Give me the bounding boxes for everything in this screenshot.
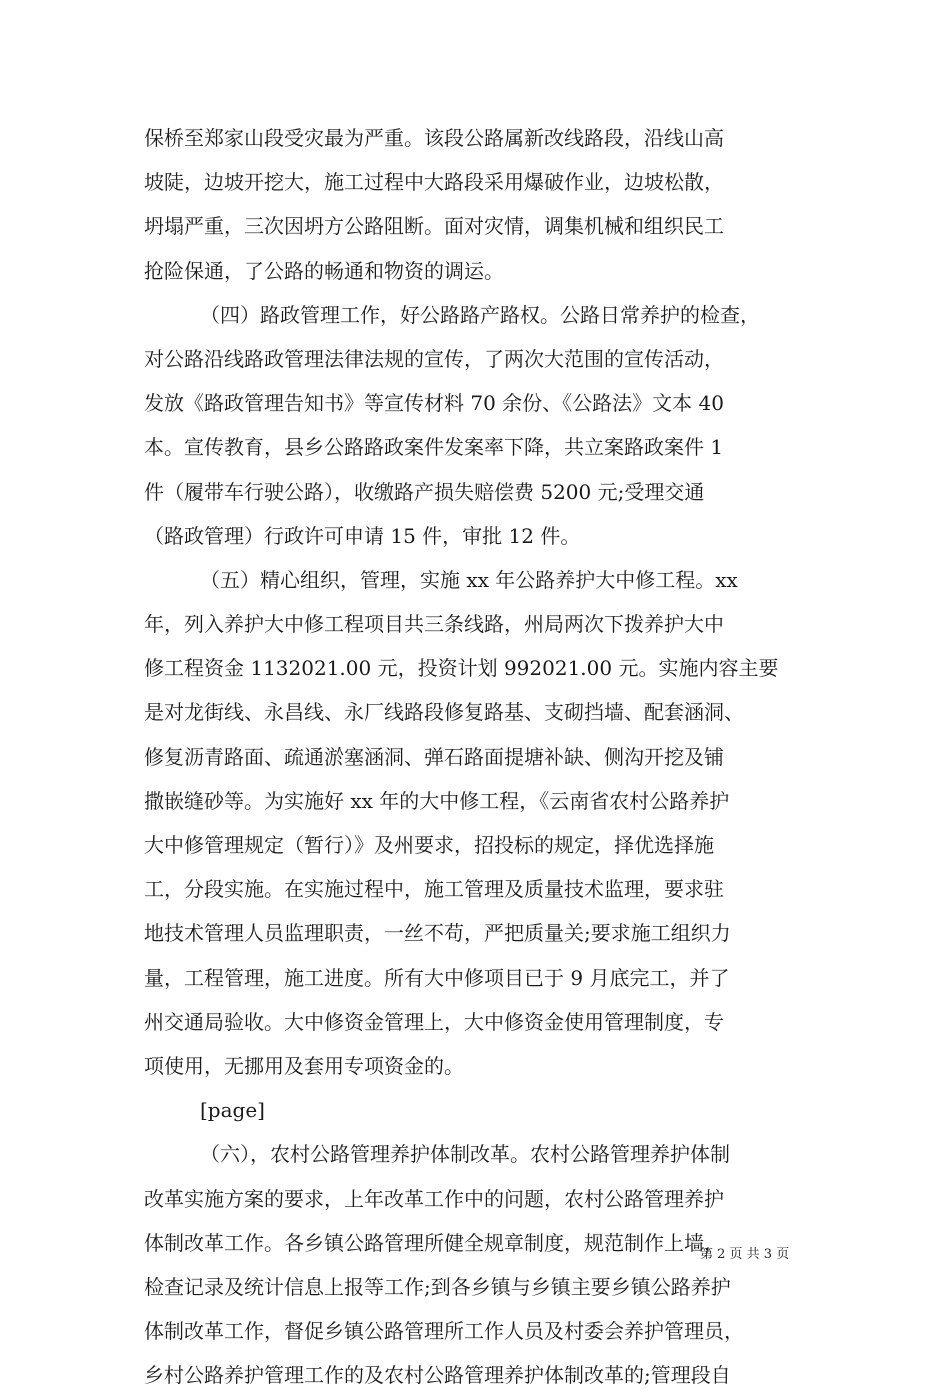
text-line: 坍塌严重，三次因坍方公路阻断。面对灾情，调集机械和组织民工 [144, 214, 724, 239]
text-line: 检查记录及统计信息上报等工作;到各乡镇与乡镇主要乡镇公路养护 [144, 1274, 731, 1299]
text-line: 是对龙街线、永昌线、永厂线路段修复路基、支砌挡墙、配套涵洞、 [144, 700, 744, 725]
text-line: 修复沥青路面、疏通淤塞涵洞、弹石路面提塘补缺、侧沟开挖及铺 [144, 744, 724, 769]
text-line: 项使用，无挪用及套用专项资金的。 [144, 1053, 464, 1078]
text-line: 保桥至郑家山段受灾最为严重。该段公路属新改线路段，沿线山高 [144, 126, 724, 150]
document-body [144, 116, 844, 1397]
text-line: 大中修管理规定（暂行）》及州要求，招投标的规定，择优选择施 [144, 833, 714, 857]
text-line: （路政管理）行政许可申请 15 件，审批 12 件。 [144, 523, 581, 548]
text-line: 地技术管理人员监理职责，一丝不苟，严把质量关;要求施工组织力 [144, 921, 731, 946]
paragraph-start-line: （六），农村公路管理养护体制改革。农村公路管理养护体制 [200, 1142, 730, 1167]
text-line: 修工程资金 1132021.00 元，投资计划 992021.00 元。实施内容主要 [144, 656, 779, 681]
text-line: 州交通局验收。大中修资金管理上，大中修资金使用管理制度，专 [144, 1009, 724, 1034]
page-marker: [page] [200, 1098, 265, 1123]
text-line: 抢险保通，了公路的畅通和物资的调运。 [144, 258, 504, 283]
text-line: 改革实施方案的要求，上年改革工作中的问题，农村公路管理养护 [144, 1186, 724, 1211]
text-line: 撒嵌缝砂等。为实施好 xx 年的大中修工程，《云南省农村公路养护 [144, 788, 730, 813]
text-line: 坡陡，边坡开挖大，施工过程中大路段采用爆破作业，边坡松散， [144, 170, 724, 195]
text-line: 体制改革工作，督促乡镇公路管理所工作人员及村委会养护管理员， [144, 1319, 744, 1344]
paragraph-start-line: （五）精心组织，管理，实施 xx 年公路养护大中修工程。xx [200, 567, 738, 592]
text-line: 发放《路政管理告知书》等宣传材料 70 余份、《公路法》文本 40 [144, 391, 724, 416]
text-line: 体制改革工作。各乡镇公路管理所健全规章制度，规范制作上墙， [144, 1230, 724, 1255]
text-line: 工，分段实施。在实施过程中，施工管理及质量技术监理，要求驻 [144, 877, 724, 902]
text-line: 对公路沿线路政管理法律法规的宣传，了两次大范围的宣传活动， [144, 346, 724, 371]
text-line: 件（履带车行驶公路），收缴路产损失赔偿费 5200 元;受理交通 [144, 479, 705, 504]
text-line: 本。宣传教育，县乡公路路政案件发案率下降，共立案路政案件 1 [144, 435, 724, 460]
text-line: 乡村公路养护管理工作的及农村公路管理养护体制改革的;管理段自 [144, 1363, 731, 1388]
page-number-footer: 第 2 页 共 3 页 [700, 1247, 790, 1262]
text-line: 量，工程管理，施工进度。所有大中修项目已于 9 月底完工，并了 [144, 965, 730, 990]
text-line: 年，列入养护大中修工程项目共三条线路，州局两次下拨养护大中 [144, 612, 724, 637]
paragraph-start-line: （四）路政管理工作，好公路路产路权。公路日常养护的检查， [200, 302, 760, 327]
